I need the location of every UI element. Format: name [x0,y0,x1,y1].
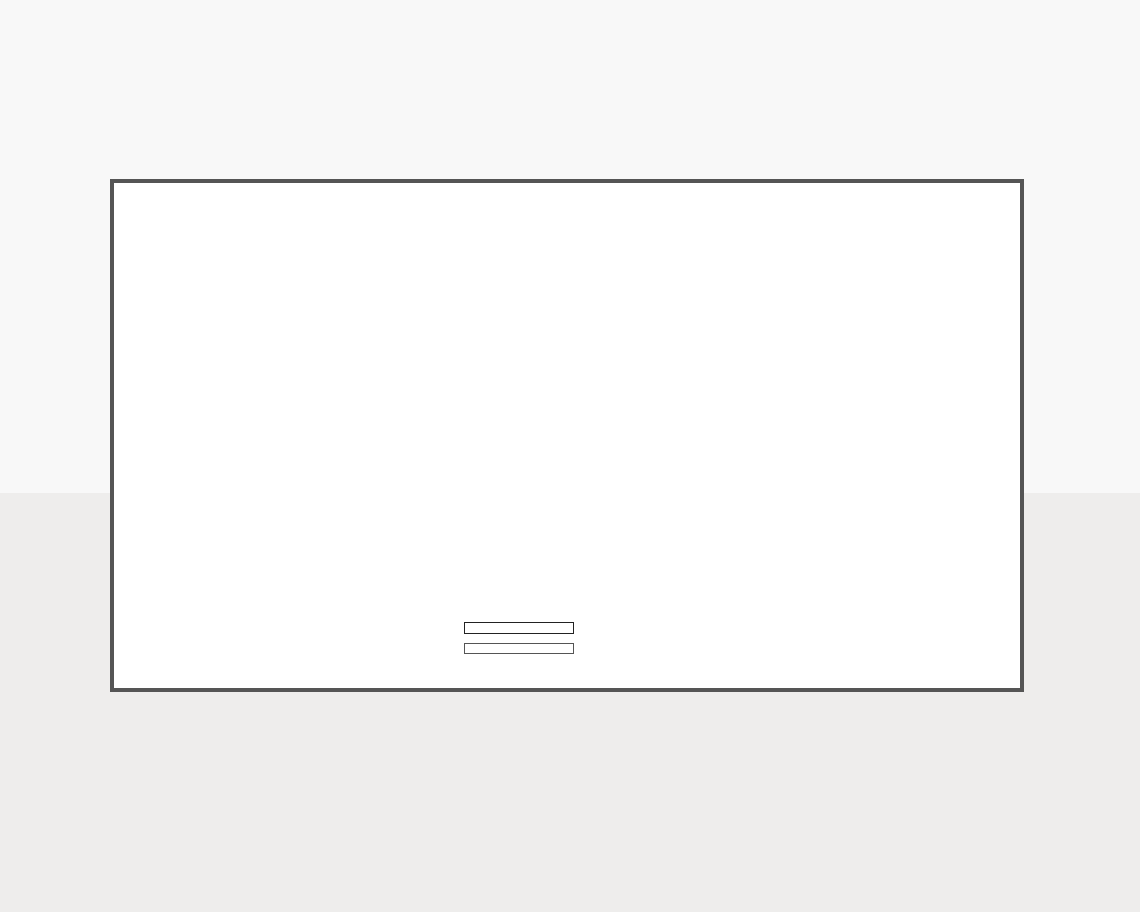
annual-net-income-value[interactable] [464,622,574,634]
spreadsheet[interactable] [114,183,1020,688]
spreadsheet-frame [110,179,1024,692]
federal-taxes-value[interactable] [464,643,574,654]
